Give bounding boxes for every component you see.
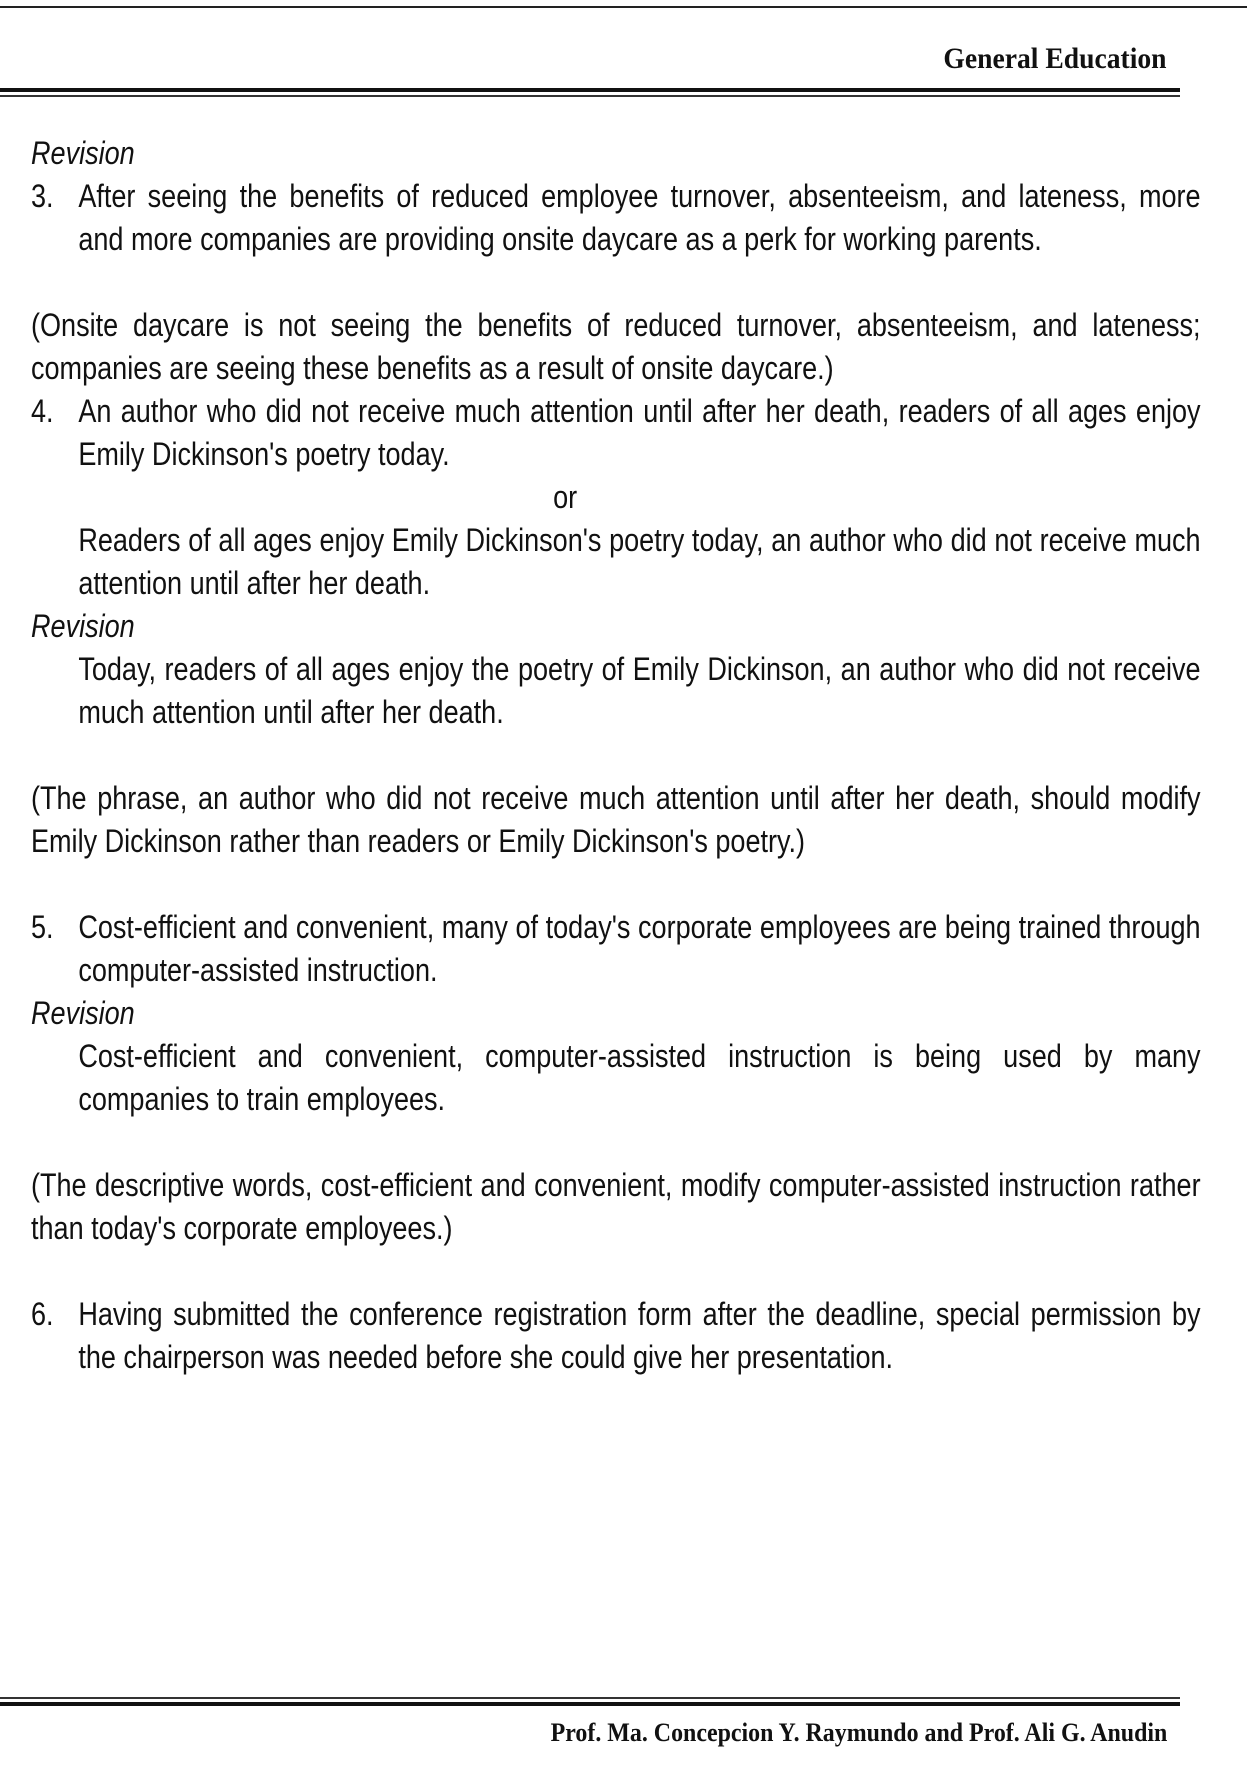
footer-rule xyxy=(0,1702,1180,1706)
revision-label: Revision xyxy=(31,608,135,644)
revision-text: Today, readers of all ages enjoy the poetry of Emily Dickinson, an author who did not receive much attention until after her death. xyxy=(78,651,1201,730)
header-rule-thin xyxy=(0,95,1180,97)
spacer xyxy=(31,863,1201,906)
alternate-sentence: Readers of all ages enjoy Emily Dickinson's poetry today, an author who did not receive much attention until after her death. xyxy=(78,522,1201,601)
explanation-paragraph: (The descriptive words, cost-efficient and convenient, modify computer-assisted instruction rather than today's corporate employees.) xyxy=(31,1167,1201,1246)
revision-label: Revision xyxy=(31,995,135,1031)
spacer xyxy=(31,261,1201,304)
item-text: Cost-efficient and convenient, many of today's corporate employees are being trained through computer-assisted instruction. xyxy=(78,909,1201,988)
page-body xyxy=(31,132,1201,1379)
item-text: After seeing the benefits of reduced employee turnover, absenteeism, and lateness, more and more companies are providing onsite daycare as a perk for working parents. xyxy=(78,178,1201,257)
page-body-inner xyxy=(31,132,1201,1379)
list-item-5 xyxy=(31,906,1201,992)
item-text: An author who did not receive much attention until after her death, readers of all ages enjoy Emily Dickinson's poetry today. xyxy=(78,393,1201,472)
item-number: 4. xyxy=(31,393,54,429)
item-number: 3. xyxy=(31,178,54,214)
list-item-4 xyxy=(31,390,1201,476)
running-header-title: General Education xyxy=(943,42,1167,75)
footer-authors: Prof. Ma. Concepcion Y. Raymundo and Prof. Ali G. Anudin xyxy=(550,1718,1167,1747)
explanation-paragraph: (Onsite daycare is not seeing the benefits of reduced turnover, absenteeism, and lateness; companies are seeing these benefits as a result of onsite daycare.) xyxy=(31,307,1201,386)
header-rule xyxy=(0,88,1180,92)
list-item-3 xyxy=(31,175,1201,261)
item-text: Having submitted the conference registration form after the deadline, special permission by the chairperson was needed before she could give her presentation. xyxy=(78,1296,1201,1375)
explanation-paragraph: (The phrase, an author who did not receive much attention until after her death, should modify Emily Dickinson rather than readers or Emily Dickinson's poetry.) xyxy=(31,780,1201,859)
item-number: 6. xyxy=(31,1296,54,1332)
revision-label: Revision xyxy=(31,135,135,171)
list-item-6 xyxy=(31,1293,1201,1379)
spacer xyxy=(31,1121,1201,1164)
item-number: 5. xyxy=(31,909,54,945)
spacer xyxy=(31,1250,1201,1293)
or-separator: or xyxy=(553,479,578,515)
footer-rule-thin xyxy=(0,1697,1180,1699)
top-border-rule xyxy=(0,6,1247,8)
revision-text: Cost-efficient and convenient, computer-assisted instruction is being used by many companies to train employees. xyxy=(78,1038,1201,1117)
spacer xyxy=(31,734,1201,777)
